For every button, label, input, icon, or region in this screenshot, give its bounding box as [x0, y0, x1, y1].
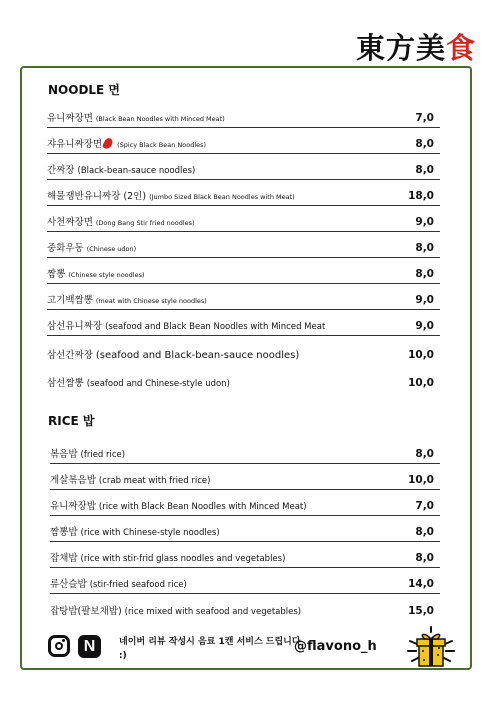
item-description: (Spicy Black Bean Noodles): [117, 141, 207, 149]
menu-item: [47, 260, 440, 284]
menu-item: [47, 312, 440, 336]
menu-item: [50, 492, 440, 516]
menu-item: [50, 570, 440, 594]
item-price: 8,0: [415, 242, 434, 254]
item-description: (Chinese style noodles): [68, 271, 145, 279]
logo-accent: 食: [445, 31, 476, 65]
item-name: 삼선간짜장: [47, 350, 93, 361]
item-price: 15,0: [408, 605, 434, 617]
menu-item: [47, 234, 440, 258]
item-price: 8,0: [415, 448, 434, 460]
gift-box-icon: [404, 625, 458, 669]
item-description: (Jumbo Sized Black Bean Noodles with Meat): [149, 193, 295, 201]
menu-item: [47, 104, 440, 128]
item-description: (Dong Bang Stir fried noodles): [95, 219, 195, 227]
menu-item: [47, 130, 440, 154]
item-description: (Chinese udon): [86, 245, 137, 253]
item-name: 해물쟁반유니짜장 (2인): [47, 191, 147, 202]
menu-item: [47, 156, 440, 180]
menu-item: [50, 544, 440, 568]
item-name: 간짜장: [47, 165, 75, 176]
menu-item: [47, 286, 440, 310]
item-description: (seafood and Chinese-style udon): [86, 379, 230, 389]
item-description: (rice with Black Bean Noodles with Minced Meat): [98, 502, 307, 512]
item-price: 18,0: [408, 190, 434, 202]
instagram-handle[interactable]: @flavono_h: [294, 639, 377, 654]
item-description: (rice with stir-frid glass noodles and vegetables): [80, 554, 286, 564]
item-price: 8,0: [415, 552, 434, 564]
menu-item: [50, 596, 440, 620]
item-name: 고기백짬뽕: [47, 295, 93, 306]
item-name: 사천짜장면: [47, 217, 93, 228]
restaurant-logo: [356, 26, 476, 67]
item-description: (Black-bean-sauce noodles): [77, 166, 196, 176]
chili-pepper-icon: [102, 137, 114, 150]
item-name: 짬뽕: [47, 269, 66, 280]
item-price: 14,0: [408, 578, 434, 590]
item-name: 게살볶음밥: [50, 475, 96, 486]
item-name: 류산슬밥: [50, 579, 87, 590]
item-description: (stir-fried seafood rice): [89, 580, 187, 590]
item-description: (Black Bean Noodles with Minced Meat): [95, 115, 225, 123]
item-price: 10,0: [408, 377, 434, 389]
item-description: (rice with Chinese-style noodles): [80, 528, 220, 538]
item-price: 8,0: [415, 164, 434, 176]
item-description: (seafood and Black-bean-sauce noodles): [95, 350, 300, 361]
item-name: 유니짜장밥: [50, 501, 96, 512]
item-price: 9,0: [415, 294, 434, 306]
item-name: 잡탕밥(팔보채밥): [50, 606, 122, 617]
menu-item: [50, 466, 440, 490]
item-price: 9,0: [415, 216, 434, 228]
item-name: 쟈유니짜장면: [47, 139, 103, 150]
item-price: 8,0: [415, 526, 434, 538]
rice-section-title: RICE 밥: [48, 414, 95, 428]
item-description: (meat with Chinese style noodles): [95, 297, 207, 305]
item-name: 볶음밥: [50, 449, 78, 460]
logo-main: 東方美: [355, 31, 446, 65]
menu-item: [47, 208, 440, 232]
item-description: (rice mixed with seafood and vegetables): [124, 607, 302, 617]
footer: [48, 633, 468, 665]
naver-icon[interactable]: N: [78, 635, 101, 658]
menu-item: [47, 340, 440, 364]
item-price: 10,0: [408, 349, 434, 361]
item-price: 7,0: [415, 500, 434, 512]
item-description: (crab meat with fried rice): [98, 476, 211, 486]
menu-item: [50, 518, 440, 542]
item-name: 잡채밥: [50, 553, 78, 564]
menu-item: [47, 368, 440, 392]
item-description: (seafood and Black Bean Noodles with Minced Meat: [105, 322, 326, 332]
item-name: 삼선유니짜장: [47, 321, 103, 332]
noodle-section-title: NOODLE 면: [48, 83, 121, 97]
item-price: 8,0: [415, 268, 434, 280]
item-price: 10,0: [408, 474, 434, 486]
review-notice: 네이버 리뷰 작성시 음료 1캔 서비스 드립니다 :): [119, 637, 301, 661]
item-name: 중화우동: [47, 243, 84, 254]
instagram-icon[interactable]: [48, 635, 70, 657]
item-name: 짬뽕밥: [50, 527, 78, 538]
item-description: (fried rice): [80, 450, 126, 460]
item-price: 9,0: [415, 320, 434, 332]
item-price: 7,0: [415, 112, 434, 124]
item-name: 삼선짬뽕: [47, 378, 84, 389]
item-price: 8,0: [415, 138, 434, 150]
menu-item: [50, 440, 440, 464]
menu-item: [47, 182, 440, 206]
item-name: 유니짜장면: [47, 113, 93, 124]
